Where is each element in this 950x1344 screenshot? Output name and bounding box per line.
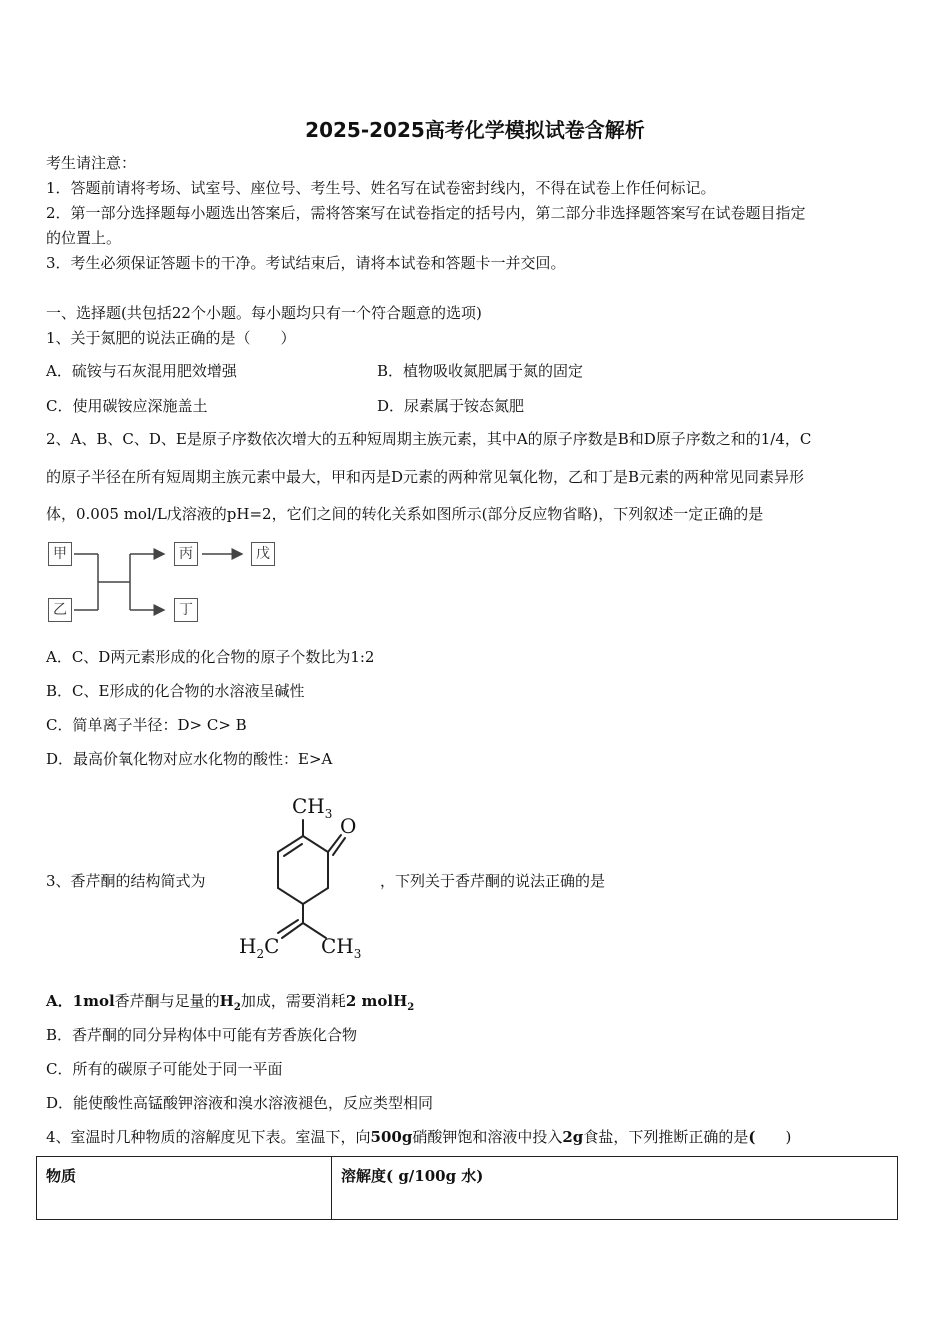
q1-option-c: C．使用碳铵应深施盖土 [46, 397, 208, 415]
q4-t4: ) [755, 1128, 792, 1146]
notice-item: 3．考生必须保证答题卡的干净。考试结束后，请将本试卷和答题卡一并交回。 [46, 254, 566, 272]
notice-item: 的位置上。 [46, 229, 122, 247]
notice-heading: 考生请注意： [46, 154, 137, 172]
q4-b3: ( [748, 1128, 756, 1146]
solubility-table [36, 1156, 898, 1220]
q2-option-d: D．最高价氧化物对应水化物的酸性：E>A [46, 750, 333, 768]
q1-option-d: D．尿素属于铵态氮肥 [377, 397, 525, 415]
h2c-label [239, 934, 279, 961]
ch3-top-text: CH [292, 794, 325, 818]
q3-option-c: C．所有的碳原子可能处于同一平面 [46, 1060, 283, 1078]
ch3-top-sub: 3 [324, 807, 333, 821]
q2-stem-line3: 体，0.005 mol/L戊溶液的pH=2，它们之间的转化关系如图所示(部分反应物省略)，下列叙述一定正确的是 [46, 505, 764, 523]
q3-a-b3: 2 molH [345, 992, 408, 1010]
h2c-c: C [264, 934, 280, 958]
q3-a-t2: 加成，需要消耗 [240, 992, 346, 1010]
box-jia: 甲 [48, 542, 72, 566]
oxygen-label: O [340, 814, 357, 838]
q3-stem-post: ，下列关于香芹酮的说法正确的是 [380, 872, 606, 890]
q3-a-label: A． [46, 992, 73, 1010]
h2c-h: H [239, 934, 257, 958]
q3-option-d: D．能使酸性高锰酸钾溶液和溴水溶液褪色，反应类型相同 [46, 1094, 434, 1112]
table-header-substance: 物质 [37, 1157, 332, 1220]
q4-b2: 2g [562, 1128, 584, 1146]
diagram-arrows [0, 530, 300, 630]
q3-a-b2: H [219, 992, 234, 1010]
q2-stem-line2: 的原子半径在所有短周期主族元素中最大，甲和丙是D元素的两种常见氧化物，乙和丁是B元素的两种常见同素异形 [46, 468, 805, 486]
q2-option-a: A．C、D两元素形成的化合物的原子个数比为1:2 [46, 648, 375, 666]
box-ding: 丁 [174, 598, 198, 622]
box-wu: 戊 [251, 542, 275, 566]
q3-a-b1: 1mol [72, 992, 115, 1010]
box-bing: 丙 [174, 542, 198, 566]
q1-option-b: B．植物吸收氮肥属于氮的固定 [377, 362, 584, 380]
q1-stem: 1、关于氮肥的说法正确的是（ ） [46, 329, 296, 347]
q2-stem-line1: 2、A、B、C、D、E是原子序数依次增大的五种短周期主族元素，其中A的原子序数是B和D原子序数之和的1/4，C [46, 430, 812, 448]
q4-t1: 4、室温时几种物质的溶解度见下表。室温下，向 [46, 1128, 371, 1146]
ch3-top-label [292, 794, 332, 821]
q4-t3: 食盐，下列推断正确的是 [583, 1128, 749, 1146]
q3-option-b: B．香芹酮的同分异构体中可能有芳香族化合物 [46, 1026, 358, 1044]
table-header-solubility: 溶解度( g/100g 水) [332, 1157, 898, 1220]
q4-stem [46, 1126, 791, 1147]
q4-b1: 500g [370, 1128, 413, 1146]
q3-a-t1: 香芹酮与足量的 [114, 992, 220, 1010]
q4-t2: 硝酸钾饱和溶液中投入 [412, 1128, 563, 1146]
section-heading: 一、选择题(共包括22个小题。每小题均只有一个符合题意的选项) [46, 304, 482, 322]
page-title: 2025-2025高考化学模拟试卷含解析 [305, 118, 645, 142]
q2-option-c: C．简单离子半径：D> C> B [46, 716, 247, 734]
q3-a-s3: 2 [407, 1002, 415, 1013]
q1-option-a: A．硫铵与石灰混用肥效增强 [46, 362, 237, 380]
q3-a-s2: 2 [233, 1002, 241, 1013]
q2-option-b: B．C、E形成的化合物的水溶液呈碱性 [46, 682, 305, 700]
table-row [37, 1157, 898, 1220]
h2c-sub: 2 [256, 947, 265, 961]
q3-stem-pre: 3、香芹酮的结构简式为 [46, 872, 206, 890]
ch3-right-sub: 3 [353, 947, 362, 961]
notice-item: 2．第一部分选择题每小题选出答案后，需将答案写在试卷指定的括号内，第二部分非选择题答案写在试卷题目指定 [46, 204, 806, 222]
q3-option-a [46, 990, 414, 1013]
box-yi: 乙 [48, 598, 72, 622]
ch3-right-label [321, 934, 361, 961]
ch3-right-text: CH [321, 934, 354, 958]
notice-item: 1．答题前请将考场、试室号、座位号、考生号、姓名写在试卷密封线内，不得在试卷上作任何标记。 [46, 179, 716, 197]
